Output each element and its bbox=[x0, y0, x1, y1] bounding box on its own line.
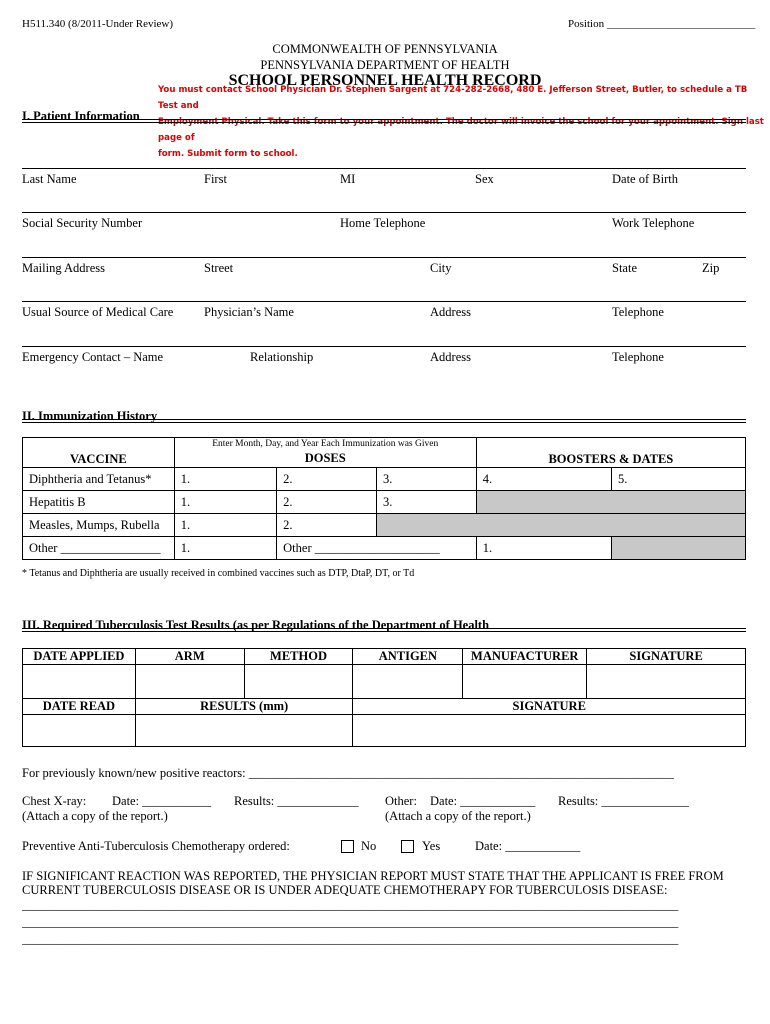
table-row bbox=[23, 537, 746, 560]
footnote: * Tetanus and Diphtheria are usually received in combined vaccines such as DTP, DtaP, DT, or Td bbox=[22, 568, 415, 579]
arm-header: ARM bbox=[135, 649, 244, 665]
method-cell[interactable] bbox=[244, 665, 353, 699]
contact-phone-label: Telephone bbox=[612, 350, 664, 364]
zip-label: Zip bbox=[702, 261, 720, 275]
dose-cell[interactable]: 2. bbox=[277, 468, 377, 491]
boosters-header: BOOSTERS & DATES bbox=[476, 438, 745, 468]
other-dose-cell[interactable]: Other ____________________ bbox=[277, 537, 477, 560]
relationship-label: Relationship bbox=[250, 350, 314, 364]
section2-rule bbox=[22, 419, 746, 423]
physician-phone-label: Telephone bbox=[612, 305, 664, 319]
read-signature-header: SIGNATURE bbox=[353, 699, 746, 715]
ssn-label: Social Security Number bbox=[22, 216, 143, 230]
signature-header: SIGNATURE bbox=[587, 649, 746, 665]
table-row bbox=[23, 665, 746, 699]
section1-title: I. Patient Information bbox=[22, 109, 140, 123]
antigen-header: ANTIGEN bbox=[353, 649, 463, 665]
shaded-cell bbox=[476, 491, 745, 514]
significant-reaction-line1: IF SIGNIFICANT REACTION WAS REPORTED, THE PHYSICIAN REPORT MUST STATE THAT THE APPLICANT IS FREE FROM bbox=[22, 869, 724, 883]
row5-line bbox=[22, 346, 746, 347]
page-title: SCHOOL PERSONNEL HEALTH RECORD bbox=[228, 72, 542, 89]
dose-cell[interactable]: 1. bbox=[174, 468, 276, 491]
mailing-address-label: Mailing Address bbox=[22, 261, 105, 275]
xray-results-field[interactable]: Results: _____________ bbox=[234, 794, 359, 808]
manufacturer-cell[interactable] bbox=[463, 665, 587, 699]
first-name-label: First bbox=[204, 172, 227, 186]
last-name-label: Last Name bbox=[22, 172, 77, 186]
medical-care-label: Usual Source of Medical Care bbox=[22, 305, 174, 319]
chemotherapy-label: Preventive Anti-Tuberculosis Chemotherapy ordered: bbox=[22, 839, 290, 853]
vaccine-name[interactable]: Other ________________ bbox=[23, 537, 175, 560]
work-phone-label: Work Telephone bbox=[612, 216, 695, 230]
yes-label: Yes bbox=[422, 839, 441, 853]
form-id: H511.340 (8/2011-Under Review) bbox=[22, 18, 174, 30]
header-line2: PENNSYLVANIA DEPARTMENT OF HEALTH bbox=[260, 58, 510, 72]
other-attach-note: (Attach a copy of the report.) bbox=[385, 809, 531, 823]
date-applied-header: DATE APPLIED bbox=[23, 649, 136, 665]
method-header: METHOD bbox=[244, 649, 353, 665]
vaccine-name: Diphtheria and Tetanus* bbox=[23, 468, 175, 491]
doses-instructions: Enter Month, Day, and Year Each Immunization was Given bbox=[212, 439, 439, 449]
other-results-field[interactable]: Results: ______________ bbox=[558, 794, 689, 808]
date-read-cell[interactable] bbox=[23, 715, 136, 747]
results-cell[interactable] bbox=[135, 715, 353, 747]
blank-line-3[interactable]: _________________________________________________________________________________________________________ bbox=[22, 932, 679, 946]
note-line3: form. Submit form to school. bbox=[158, 149, 298, 159]
vaccine-name: Measles, Mumps, Rubella bbox=[23, 514, 175, 537]
dose-cell[interactable]: 2. bbox=[277, 491, 377, 514]
yes-checkbox[interactable] bbox=[401, 840, 414, 853]
booster-cell[interactable]: 1. bbox=[476, 537, 611, 560]
city-label: City bbox=[430, 261, 452, 275]
shaded-cell bbox=[376, 514, 745, 537]
tb-test-table bbox=[22, 648, 746, 747]
blank-line-1[interactable]: _________________________________________________________________________________________________________ bbox=[22, 898, 679, 912]
section2-title: II. Immunization History bbox=[22, 409, 158, 423]
state-label: State bbox=[612, 261, 637, 275]
dose-cell[interactable]: 3. bbox=[376, 468, 476, 491]
section3-rule bbox=[22, 628, 746, 632]
row4-line bbox=[22, 301, 746, 302]
dose-cell[interactable]: 3. bbox=[376, 491, 476, 514]
note-line2: Employment Physical. Take this form to your appointment. The doctor will invoice the school for your appointment. Sign last page of bbox=[158, 117, 764, 143]
no-checkbox[interactable] bbox=[341, 840, 354, 853]
table-row bbox=[23, 715, 746, 747]
xray-attach-note: (Attach a copy of the report.) bbox=[22, 809, 168, 823]
dob-label: Date of Birth bbox=[612, 172, 678, 186]
chemo-date-field[interactable]: Date: ____________ bbox=[475, 839, 581, 853]
table-row bbox=[23, 514, 746, 537]
vaccine-name: Hepatitis B bbox=[23, 491, 175, 514]
section3-title: III. Required Tuberculosis Test Results (as per Regulations of the Department of Health bbox=[22, 618, 490, 632]
position-field[interactable]: Position ___________________________ bbox=[568, 18, 756, 30]
row3-line bbox=[22, 257, 746, 258]
chest-xray-label: Chest X-ray: bbox=[22, 794, 87, 808]
note-line1: You must contact School Physician Dr. Stephen Sargent at 724-282-2668, 480 E. Jefferson Street, Butler, to schedule a TB Test and bbox=[158, 85, 748, 111]
home-phone-label: Home Telephone bbox=[340, 216, 426, 230]
table-row bbox=[23, 468, 746, 491]
date-applied-cell[interactable] bbox=[23, 665, 136, 699]
results-header: RESULTS (mm) bbox=[135, 699, 353, 715]
doses-header bbox=[174, 438, 476, 468]
significant-reaction-line2: CURRENT TUBERCULOSIS DISEASE OR IS UNDER ADEQUATE CHEMOTHERAPY FOR TUBERCULOSIS DISEASE: bbox=[22, 883, 668, 897]
signature-cell[interactable] bbox=[587, 665, 746, 699]
booster-cell[interactable]: 4. bbox=[476, 468, 611, 491]
dose-cell[interactable]: 1. bbox=[174, 514, 276, 537]
doses-label: DOSES bbox=[304, 451, 346, 465]
row2-line bbox=[22, 212, 746, 213]
antigen-cell[interactable] bbox=[353, 665, 463, 699]
physician-address-label: Address bbox=[430, 305, 471, 319]
no-label: No bbox=[361, 839, 377, 853]
manufacturer-header: MANUFACTURER bbox=[463, 649, 587, 665]
table-row bbox=[23, 491, 746, 514]
header-line1: COMMONWEALTH OF PENNSYLVANIA bbox=[272, 42, 498, 56]
blank-line-2[interactable]: _________________________________________________________________________________________________________ bbox=[22, 915, 679, 929]
read-signature-cell[interactable] bbox=[353, 715, 746, 747]
street-label: Street bbox=[204, 261, 234, 275]
row1-line bbox=[22, 168, 746, 169]
xray-date-field[interactable]: Date: ___________ bbox=[112, 794, 211, 808]
sex-label: Sex bbox=[475, 172, 494, 186]
contact-address-label: Address bbox=[430, 350, 471, 364]
vaccine-header: VACCINE bbox=[23, 438, 175, 468]
immunization-table bbox=[22, 437, 746, 560]
mi-label: MI bbox=[340, 172, 356, 186]
dose-cell[interactable]: 1. bbox=[174, 537, 276, 560]
date-read-header: DATE READ bbox=[23, 699, 136, 715]
section1-rule bbox=[22, 119, 746, 123]
dose-cell[interactable]: 1. bbox=[174, 491, 276, 514]
other-date-field[interactable]: Date: ____________ bbox=[430, 794, 536, 808]
other-label: Other: bbox=[385, 794, 417, 808]
physician-name-label: Physician’s Name bbox=[204, 305, 294, 319]
dose-cell[interactable]: 2. bbox=[277, 514, 377, 537]
arm-cell[interactable] bbox=[135, 665, 244, 699]
positive-reactors-line[interactable]: For previously known/new positive reactors: ____________________________________________________________________ bbox=[22, 766, 674, 780]
booster-cell-split bbox=[611, 537, 745, 560]
booster-cell[interactable]: 5. bbox=[611, 468, 745, 491]
emergency-contact-label: Emergency Contact – Name bbox=[22, 350, 164, 364]
